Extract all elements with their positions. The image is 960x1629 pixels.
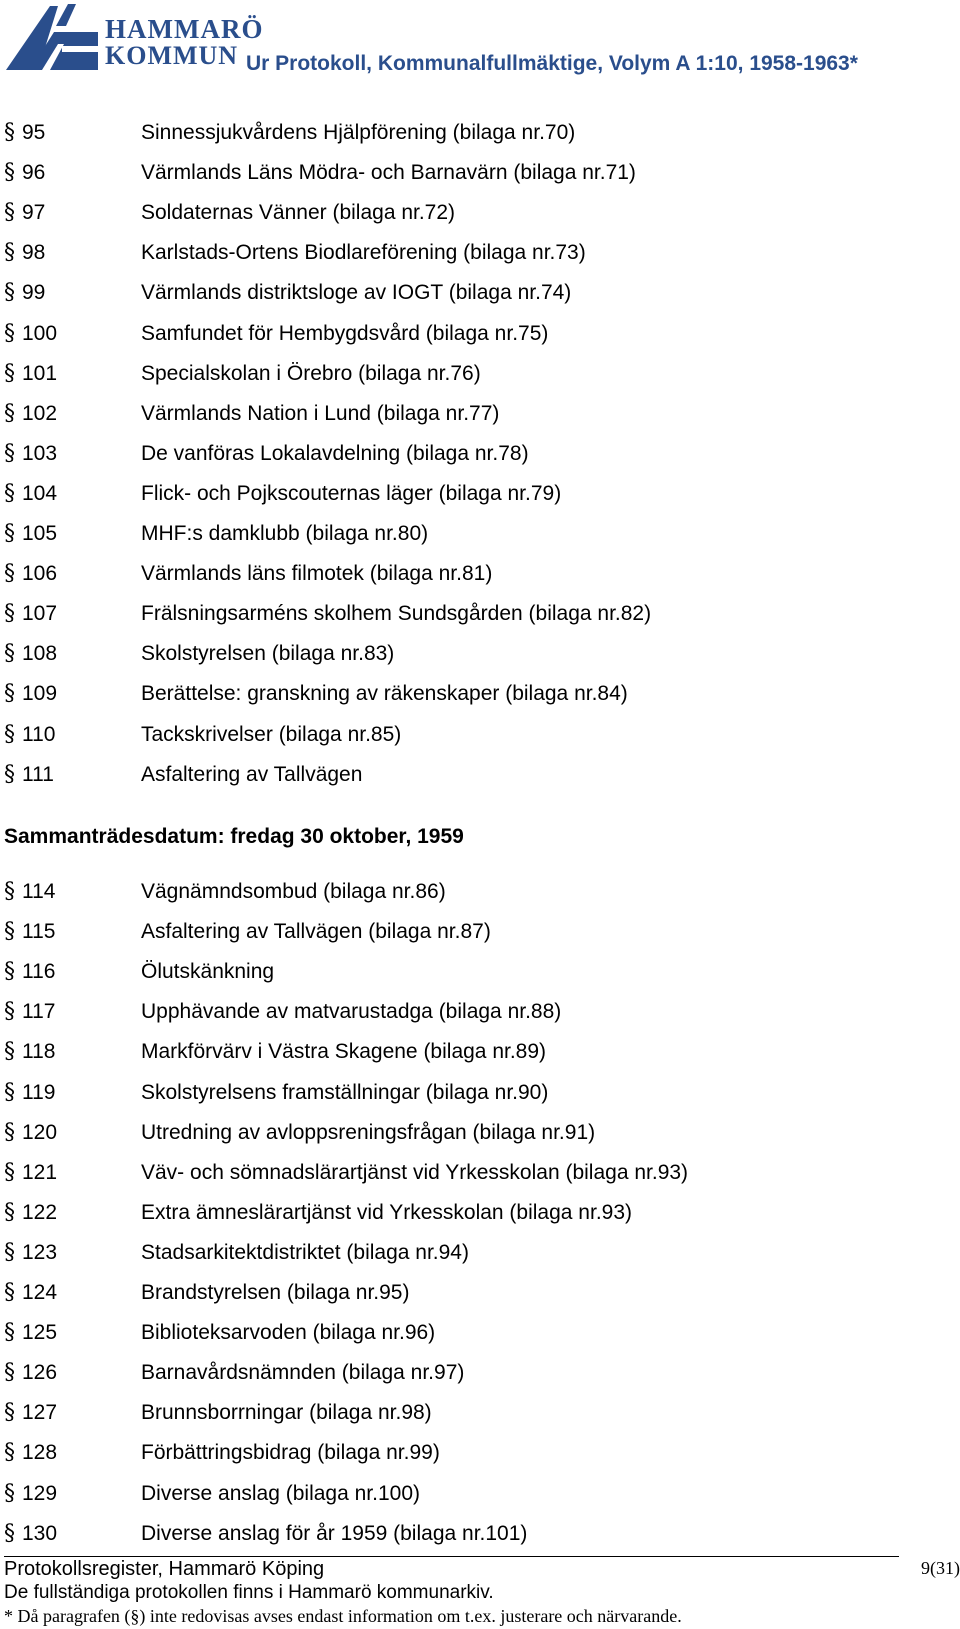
section-symbol: § — [4, 1520, 15, 1546]
paragraph-number: 98 — [22, 241, 46, 265]
paragraph-title: Sinnessjukvårdens Hjälpförening (bilaga nr.70) — [141, 121, 576, 144]
session-date-heading: Sammanträdesdatum: fredag 30 oktober, 1959 — [4, 825, 464, 848]
section-symbol: § — [4, 360, 15, 386]
paragraph-title: Värmlands distriktsloge av IOGT (bilaga nr.74) — [141, 281, 572, 305]
section-symbol: § — [4, 761, 15, 787]
logo-text-line2: KOMMUN — [105, 41, 239, 70]
paragraph-title: Biblioteksarvoden (bilaga nr.96) — [141, 1321, 436, 1345]
paragraph-number: 95 — [22, 121, 46, 144]
logo-emblem-icon — [6, 4, 102, 70]
section-symbol: § — [4, 959, 15, 985]
paragraph-number: 127 — [22, 1401, 58, 1425]
paragraph-title: Väv- och sömnadslärartjänst vid Yrkesskolan (bilaga nr.93) — [141, 1160, 689, 1184]
paragraph-number: 130 — [22, 1521, 58, 1545]
section-symbol: § — [4, 721, 15, 747]
paragraph-number: 124 — [22, 1281, 58, 1304]
footer-register-title: Protokollsregister, Hammarö Köping — [4, 1558, 325, 1580]
paragraph-number: 115 — [22, 920, 56, 944]
paragraph-title: Skolstyrelsens framställningar (bilaga nr.90) — [141, 1080, 549, 1104]
paragraph-number: 106 — [22, 562, 58, 586]
section-symbol: § — [4, 1320, 15, 1346]
section-symbol: § — [4, 200, 15, 226]
section-symbol: § — [4, 1360, 15, 1386]
paragraph-title: Markförvärv i Västra Skagene (bilaga nr.89) — [141, 1040, 547, 1064]
section-symbol: § — [4, 1480, 15, 1506]
paragraph-number: 96 — [22, 161, 46, 185]
paragraph-title: Barnavårdsnämnden (bilaga nr.97) — [141, 1361, 465, 1385]
page-header — [0, 0, 960, 90]
paragraph-title: Förbättringsbidrag (bilaga nr.99) — [141, 1441, 440, 1465]
paragraph-title: Flick- och Pojkscouternas läger (bilaga nr.79) — [141, 481, 562, 505]
section-symbol: § — [4, 400, 15, 426]
section-symbol: § — [4, 521, 15, 546]
section-symbol: § — [4, 1079, 15, 1105]
paragraph-number: 102 — [22, 401, 58, 425]
paragraph-number: 108 — [22, 642, 58, 666]
section-symbol: § — [4, 1119, 15, 1145]
section-symbol: § — [4, 240, 15, 266]
hammaro-kommun-logo — [6, 4, 264, 72]
paragraph-title: Utredning av avloppsreningsfrågan (bilaga nr.91) — [141, 1120, 596, 1144]
footer-archive-note: De fullständiga protokollen finns i Hammarö kommunarkiv. — [4, 1582, 494, 1603]
paragraph-title: Tackskrivelser (bilaga nr.85) — [141, 722, 402, 746]
paragraph-title: Frälsningsarméns skolhem Sundsgården (bilaga nr.82) — [141, 602, 652, 626]
section-symbol: § — [4, 120, 15, 145]
paragraph-number: 123 — [22, 1240, 58, 1264]
footer-divider — [4, 1556, 899, 1557]
paragraph-number: 105 — [22, 522, 58, 545]
page-number: 9(31) — [921, 1558, 960, 1578]
paragraph-title: Soldaternas Vänner (bilaga nr.72) — [141, 201, 456, 225]
section-symbol: § — [4, 681, 15, 707]
paragraph-number: 111 — [22, 762, 54, 786]
section-symbol: § — [4, 1239, 15, 1265]
paragraph-number: 119 — [22, 1080, 56, 1104]
paragraph-title: Berättelse: granskning av räkenskaper (bilaga nr.84) — [141, 682, 628, 706]
footer-asterisk-note: * Då paragrafen (§) inte redovisas avses endast information om t.ex. justerare och närvarande. — [4, 1606, 682, 1626]
paragraph-title: Brunnsborrningar (bilaga nr.98) — [141, 1401, 432, 1425]
section-symbol: § — [4, 320, 15, 346]
paragraph-title: Stadsarkitektdistriktet (bilaga nr.94) — [141, 1240, 469, 1264]
paragraph-number: 103 — [22, 441, 58, 465]
paragraph-title: Skolstyrelsen (bilaga nr.83) — [141, 642, 395, 666]
paragraph-number: 118 — [22, 1040, 56, 1064]
section-symbol: § — [4, 480, 15, 506]
paragraph-title: Asfaltering av Tallvägen — [141, 762, 363, 786]
section-symbol: § — [4, 1039, 15, 1065]
paragraph-number: 100 — [22, 321, 58, 345]
paragraph-title: Specialskolan i Örebro (bilaga nr.76) — [141, 361, 481, 385]
section-symbol: § — [4, 1159, 15, 1185]
paragraph-number: 126 — [22, 1361, 58, 1385]
section-symbol: § — [4, 879, 15, 904]
paragraph-title: Brandstyrelsen (bilaga nr.95) — [141, 1281, 410, 1304]
paragraph-number: 97 — [22, 201, 46, 225]
section-symbol: § — [4, 160, 15, 186]
paragraph-title: Asfaltering av Tallvägen (bilaga nr.87) — [141, 920, 491, 944]
logo-text-line1: HAMMARÖ — [105, 14, 264, 44]
section-symbol: § — [4, 1440, 15, 1466]
paragraph-number: 109 — [22, 682, 58, 706]
section-symbol: § — [4, 440, 15, 466]
document-title: Ur Protokoll, Kommunalfullmäktige, Volym A 1:10, 1958-1963* — [246, 52, 858, 75]
paragraph-number: 110 — [22, 722, 56, 746]
paragraph-number: 128 — [22, 1441, 58, 1465]
paragraph-number: 117 — [22, 1000, 56, 1024]
paragraph-number: 114 — [22, 880, 56, 903]
paragraph-number: 104 — [22, 481, 58, 505]
paragraph-number: 129 — [22, 1481, 58, 1505]
section-symbol: § — [4, 999, 15, 1025]
paragraph-number: 101 — [22, 361, 58, 385]
paragraph-title: Ölutskänkning — [141, 960, 275, 984]
paragraph-title: De vanföras Lokalavdelning (bilaga nr.78) — [141, 441, 529, 465]
paragraph-title: Värmlands Nation i Lund (bilaga nr.77) — [141, 401, 500, 425]
section-symbol: § — [4, 919, 15, 945]
paragraph-number: 99 — [22, 281, 46, 305]
paragraph-title: Samfundet för Hembygdsvård (bilaga nr.75) — [141, 321, 549, 345]
paragraph-title: Värmlands läns filmotek (bilaga nr.81) — [141, 562, 493, 586]
paragraph-title: Extra ämneslärartjänst vid Yrkesskolan (bilaga nr.93) — [141, 1200, 633, 1224]
section-symbol: § — [4, 1400, 15, 1426]
section-symbol: § — [4, 561, 15, 587]
paragraph-number: 121 — [22, 1160, 58, 1184]
section-symbol: § — [4, 1199, 15, 1225]
section-symbol: § — [4, 641, 15, 667]
paragraph-number: 120 — [22, 1120, 58, 1144]
paragraph-number: 107 — [22, 602, 58, 626]
paragraph-title: Diverse anslag (bilaga nr.100) — [141, 1481, 420, 1505]
paragraph-title: Karlstads-Ortens Biodlareförening (bilaga nr.73) — [141, 241, 586, 265]
section-symbol: § — [4, 1280, 15, 1305]
paragraph-number: 122 — [22, 1200, 58, 1224]
paragraph-title: Upphävande av matvarustadga (bilaga nr.88) — [141, 1000, 562, 1024]
paragraph-title: Vägnämndsombud (bilaga nr.86) — [141, 880, 446, 903]
paragraph-title: Diverse anslag för år 1959 (bilaga nr.101) — [141, 1521, 528, 1545]
paragraph-number: 125 — [22, 1321, 58, 1345]
section-symbol: § — [4, 280, 15, 306]
paragraph-number: 116 — [22, 960, 56, 984]
paragraph-title: MHF:s damklubb (bilaga nr.80) — [141, 522, 429, 545]
section-symbol: § — [4, 601, 15, 627]
paragraph-title: Värmlands Läns Mödra- och Barnavärn (bilaga nr.71) — [141, 161, 636, 185]
